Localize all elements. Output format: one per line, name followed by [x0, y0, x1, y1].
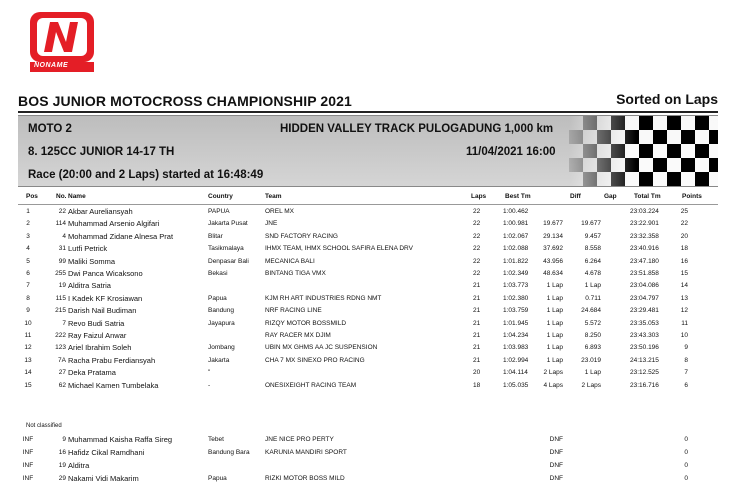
- cell-pos: INF: [22, 475, 34, 482]
- cell-laps: 22: [473, 232, 481, 240]
- cell-name: Muhammad Arsenio Algifari: [68, 219, 160, 229]
- cell-name: Muhammad Kaisha Raffa Sireg: [68, 435, 173, 444]
- cell-total: 23:16.716: [630, 381, 659, 389]
- cell-diff: 48.634: [543, 270, 563, 277]
- cell-gap: 2 Laps: [581, 381, 601, 389]
- col-team: Team: [265, 193, 282, 200]
- cell-no: 222: [55, 332, 66, 339]
- cell-country: Bekasi: [208, 270, 228, 277]
- cell-diff: DNF: [549, 462, 563, 469]
- cell-country: -: [208, 381, 211, 389]
- cell-pos: 15: [24, 381, 32, 389]
- cell-no: 255: [55, 270, 66, 277]
- cell-laps: 21: [473, 307, 481, 315]
- cell-team: JNE NICE PRO PERTY: [265, 436, 334, 443]
- cell-best: 1:02.067: [503, 232, 529, 240]
- cell-total: 24:13.215: [630, 356, 659, 364]
- table-row: [18, 244, 718, 256]
- cell-pos: 11: [24, 332, 32, 339]
- col-total: Total Tm: [634, 193, 661, 200]
- cell-country: Tasikmalaya: [208, 245, 244, 253]
- cell-pos: INF: [22, 462, 34, 469]
- cell-name: Maliki Somma: [68, 256, 116, 266]
- logo-wordmark: NONAME: [34, 62, 69, 69]
- cell-best: 1:00.462: [503, 208, 529, 215]
- cell-name: Racha Prabu Ferdiansyah: [68, 355, 156, 365]
- cell-total: 23:32.358: [630, 232, 659, 240]
- col-points: Points: [682, 193, 702, 200]
- cell-total: 23:04.086: [630, 282, 659, 290]
- race-info: Race (20:00 and 2 Laps) started at 16:48:49: [28, 169, 264, 181]
- cell-name: Akbar Aureliansyah: [68, 207, 133, 216]
- cell-pos: 6: [26, 270, 30, 277]
- cell-laps: 22: [473, 270, 481, 277]
- cell-country: PAPUA: [208, 208, 230, 215]
- cell-best: 1:03.759: [503, 307, 529, 315]
- col-name: Name: [68, 193, 86, 200]
- cell-no: 62: [58, 381, 66, 389]
- cell-laps: 21: [473, 282, 481, 290]
- cell-gap: 23.019: [581, 356, 601, 364]
- cell-no: 19: [58, 462, 66, 469]
- cell-pos: 8: [26, 294, 30, 302]
- table-row: [18, 257, 718, 269]
- cell-no: 19: [58, 282, 66, 290]
- track-name: HIDDEN VALLEY TRACK PULOGADUNG 1,000 km: [280, 123, 554, 135]
- cell-gap: 19.677: [581, 220, 601, 228]
- cell-gap: 9.457: [584, 232, 601, 240]
- cell-country: Tebet: [208, 436, 224, 443]
- cell-country: Jakarta: [208, 356, 230, 364]
- cell-diff: 1 Lap: [546, 319, 563, 327]
- cell-laps: 21: [473, 344, 481, 352]
- cell-country: Papua: [208, 475, 227, 482]
- noname-logo: [28, 10, 96, 74]
- cell-best: 1:01.945: [503, 319, 529, 327]
- race-class: MOTO 2: [28, 123, 72, 135]
- cell-pos: 5: [26, 257, 30, 265]
- cell-country: Bandung: [208, 307, 235, 315]
- cell-team: UBIN MX GHMS AA JC SUSPENSION: [265, 344, 378, 352]
- cell-gap: 6.264: [584, 257, 601, 265]
- cell-gap: 6.893: [584, 344, 601, 352]
- col-no: No.: [56, 193, 67, 200]
- cell-laps: 22: [473, 208, 481, 215]
- cell-laps: 22: [473, 245, 481, 253]
- cell-country: Jombang: [208, 344, 235, 352]
- cell-best: 1:00.981: [503, 220, 529, 228]
- cell-pos: 13: [24, 356, 32, 364]
- cell-best: 1:04.114: [503, 369, 528, 377]
- table-row: [18, 306, 718, 318]
- cell-laps: 20: [473, 369, 481, 377]
- cell-name: Lutfi Petrick: [68, 244, 108, 254]
- cell-total: 23:22.901: [630, 220, 659, 228]
- cell-no: 31: [58, 245, 66, 253]
- cell-gap: 0.711: [585, 294, 601, 302]
- cell-diff: 1 Lap: [546, 307, 563, 315]
- cell-name: Darish Nail Budiman: [68, 306, 137, 316]
- cell-no: 22: [58, 208, 66, 215]
- col-pos: Pos: [26, 193, 38, 200]
- cell-team: KARUNIA MANDIRI SPORT: [265, 449, 347, 456]
- cell-total: 23:51.858: [630, 270, 659, 277]
- cell-best: 1:02.088: [503, 245, 529, 253]
- title-bar: [18, 93, 718, 113]
- cell-team: CHA 7 MX SINEXO PRO RACING: [265, 356, 365, 364]
- cell-name: Revo Budi Satria: [68, 318, 125, 328]
- cell-no: 123: [55, 344, 66, 352]
- cell-laps: 22: [473, 220, 481, 228]
- cell-team: RIZKI MOTOR BOSS MILD: [265, 475, 345, 482]
- cell-no: 4: [62, 232, 66, 240]
- cell-no: 115: [55, 294, 66, 302]
- cell-diff: DNF: [549, 449, 563, 456]
- cell-team: KJM RH ART INDUSTRIES RDNG NMT: [265, 294, 382, 302]
- col-laps: Laps: [471, 193, 487, 200]
- cell-laps: 18: [473, 381, 481, 389]
- cell-team: RAY RACER MX DJIM: [265, 332, 331, 339]
- cell-team: MECANICA BALI: [265, 257, 315, 265]
- cell-points: 22: [680, 220, 688, 228]
- cell-diff: 1 Lap: [546, 344, 563, 352]
- cell-gap: 4.678: [584, 270, 601, 277]
- cell-gap: 5.572: [584, 319, 601, 327]
- cell-diff: 1 Lap: [546, 332, 563, 339]
- cell-team: JNE: [265, 220, 278, 228]
- cell-no: 9: [62, 436, 66, 443]
- cell-name: Mohammad Zidane Alnesa Prat: [68, 231, 174, 241]
- cell-team: RIZQY MOTOR BOSSMILD: [265, 319, 347, 327]
- cell-pos: INF: [22, 449, 34, 456]
- table-row: [18, 207, 718, 219]
- cell-team: OREL MX: [265, 208, 295, 215]
- cell-pos: INF: [22, 436, 34, 443]
- cell-laps: 21: [473, 332, 481, 339]
- cell-total: 23:29.481: [630, 307, 659, 315]
- cell-country: Blitar: [208, 232, 223, 240]
- cell-best: 1:04.234: [503, 332, 529, 339]
- cell-points: 8: [684, 356, 688, 364]
- cell-pos: 14: [24, 369, 32, 377]
- cell-no: 7A: [58, 356, 66, 364]
- cell-team: IHMX TEAM, IHMX SCHOOL SAFIRA ELENA DRV: [265, 245, 413, 253]
- sort-label: Sorted on Laps: [616, 91, 718, 107]
- cell-laps: 21: [473, 319, 481, 327]
- table-header: [18, 192, 718, 205]
- cell-points: 20: [680, 232, 688, 240]
- cell-no: 215: [55, 307, 66, 315]
- cell-points: 14: [680, 282, 688, 290]
- table-row: [18, 474, 718, 486]
- cell-points: 9: [684, 344, 688, 352]
- cell-gap: 8.558: [584, 245, 601, 253]
- col-diff: Diff: [570, 193, 581, 200]
- cell-points: 12: [680, 307, 688, 315]
- cell-best: 1:02.994: [503, 356, 529, 364]
- cell-diff: DNF: [549, 436, 563, 443]
- cell-points: 0: [684, 449, 688, 456]
- cell-team: BINTANG TIGA VMX: [265, 270, 326, 277]
- cell-total: 23:40.916: [630, 245, 659, 253]
- cell-diff: 29.134: [543, 232, 563, 240]
- category: 8. 125CC JUNIOR 14-17 TH: [28, 146, 175, 158]
- table-row: [18, 356, 718, 368]
- cell-name: Michael Kamen Tumbelaka: [68, 380, 159, 390]
- cell-pos: 2: [26, 220, 30, 228]
- cell-country: Jakarta Pusat: [208, 220, 248, 228]
- cell-team: SND FACTORY RACING: [265, 232, 338, 240]
- cell-gap: 8.250: [584, 332, 601, 339]
- cell-points: 18: [680, 245, 688, 253]
- cell-points: 6: [684, 381, 688, 389]
- cell-team: NRF RACING LINE: [265, 307, 322, 315]
- cell-pos: 7: [26, 282, 30, 290]
- cell-points: 0: [684, 475, 688, 482]
- cell-pos: 3: [26, 232, 30, 240]
- col-best: Best Tm: [505, 193, 531, 200]
- cell-pos: 1: [26, 208, 30, 215]
- table-row: [18, 232, 718, 244]
- cell-pos: 10: [24, 319, 32, 327]
- table-row: [18, 368, 718, 380]
- cell-points: 13: [680, 294, 688, 302]
- cell-best: 1:03.983: [503, 344, 529, 352]
- cell-name: I Kadek KF Krosiawan: [68, 293, 143, 303]
- cell-country: ": [208, 369, 211, 377]
- cell-points: 0: [684, 462, 688, 469]
- cell-diff: 1 Lap: [546, 282, 563, 290]
- cell-diff: 19.677: [543, 220, 563, 228]
- cell-total: 23:03.224: [630, 208, 659, 215]
- cell-laps: 21: [473, 294, 481, 302]
- cell-laps: 21: [473, 356, 481, 364]
- table-row: [18, 294, 718, 306]
- table-row: [18, 381, 718, 393]
- cell-name: Alditra: [68, 461, 90, 470]
- checkered-flag: [569, 116, 718, 186]
- cell-points: 10: [680, 332, 688, 339]
- cell-points: 0: [684, 436, 688, 443]
- cell-diff: DNF: [549, 475, 563, 482]
- cell-diff: 1 Lap: [546, 356, 563, 364]
- cell-gap: 1 Lap: [584, 369, 601, 377]
- cell-country: Bandung Bara: [208, 449, 250, 456]
- cell-points: 7: [684, 369, 688, 377]
- cell-best: 1:02.349: [503, 270, 529, 277]
- cell-country: Denpasar Bali: [208, 257, 249, 265]
- col-gap: Gap: [604, 193, 617, 200]
- cell-diff: 4 Laps: [543, 381, 563, 389]
- table-row: [18, 343, 718, 355]
- race-datetime: 11/04/2021 16:00: [466, 146, 556, 158]
- cell-best: 1:02.380: [503, 294, 529, 302]
- event-title: BOS JUNIOR MOTOCROSS CHAMPIONSHIP 2021: [18, 93, 352, 109]
- cell-points: 16: [680, 257, 688, 265]
- cell-no: 16: [58, 449, 66, 456]
- col-country: Country: [208, 193, 233, 200]
- cell-total: 23:12.525: [630, 369, 659, 377]
- table-row: [18, 461, 718, 473]
- table-row: [18, 331, 718, 343]
- cell-best: 1:05.035: [503, 381, 529, 389]
- not-classified-label: Not classified: [26, 423, 62, 429]
- cell-total: 23:47.180: [630, 257, 659, 265]
- cell-best: 1:01.822: [503, 257, 529, 265]
- cell-total: 23:04.797: [630, 294, 659, 302]
- race-banner: [18, 115, 718, 187]
- cell-team: ONESIXEIGHT RACING TEAM: [265, 381, 357, 389]
- cell-points: 15: [680, 270, 688, 277]
- cell-total: 23:35.053: [630, 319, 659, 327]
- table-row: [18, 448, 718, 460]
- cell-points: 11: [681, 319, 688, 327]
- cell-best: 1:03.773: [503, 282, 529, 290]
- cell-gap: 1 Lap: [584, 282, 601, 290]
- cell-name: Deka Pratama: [68, 368, 116, 378]
- cell-total: 23:50.196: [630, 344, 659, 352]
- cell-name: Ray Faizul Anwar: [68, 331, 127, 340]
- cell-gap: 24.684: [581, 307, 601, 315]
- cell-no: 7: [62, 319, 66, 327]
- cell-diff: 1 Lap: [546, 294, 563, 302]
- cell-pos: 4: [26, 245, 30, 253]
- cell-pos: 12: [24, 344, 32, 352]
- cell-name: Dwi Panca Wicaksono: [68, 269, 143, 278]
- cell-country: Papua: [208, 294, 227, 302]
- table-row: [18, 281, 718, 293]
- table-row: [18, 319, 718, 331]
- cell-no: 114: [55, 220, 66, 228]
- cell-no: 99: [58, 257, 66, 265]
- cell-no: 27: [58, 369, 66, 377]
- table-row: [18, 269, 718, 281]
- cell-diff: 2 Laps: [543, 369, 563, 377]
- cell-name: Hafidz Cikal Ramdhani: [68, 448, 145, 457]
- cell-points: 25: [680, 208, 688, 215]
- cell-diff: 43.956: [543, 257, 563, 265]
- cell-pos: 9: [26, 307, 30, 315]
- cell-total: 23:43.303: [630, 332, 659, 339]
- cell-name: Alditra Satria: [68, 281, 111, 291]
- cell-diff: 37.692: [543, 245, 563, 253]
- cell-laps: 22: [473, 257, 481, 265]
- table-row: [18, 219, 718, 231]
- cell-no: 29: [58, 475, 66, 482]
- cell-country: Jayapura: [208, 319, 235, 327]
- table-row: [18, 435, 718, 447]
- cell-name: Nakami Vidi Makarim: [68, 474, 139, 483]
- cell-name: Ariel Ibrahim Soleh: [68, 343, 132, 353]
